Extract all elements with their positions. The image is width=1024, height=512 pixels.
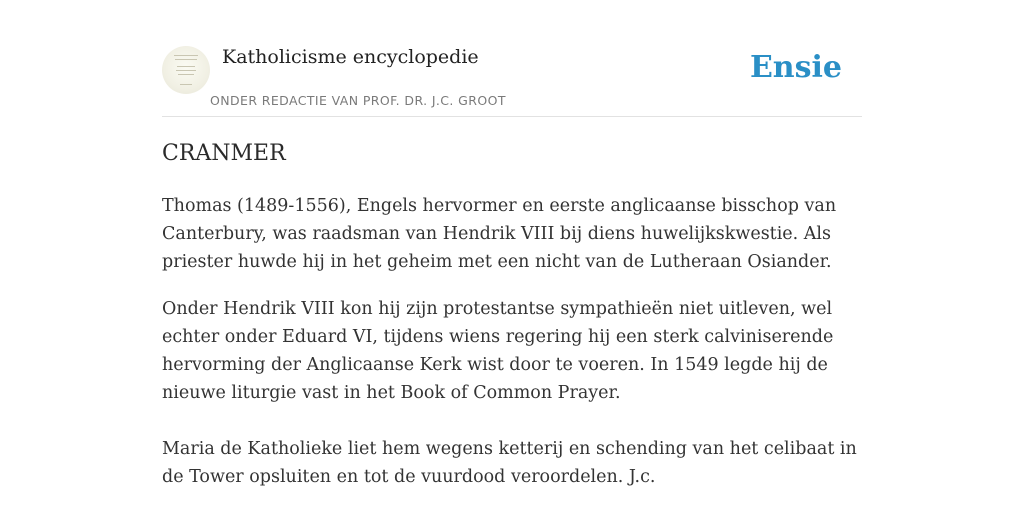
cover-line	[177, 66, 195, 67]
cover-line	[178, 74, 194, 75]
book-cover-image[interactable]	[162, 46, 210, 94]
entry-body	[162, 192, 862, 491]
entry-paragraph: Thomas (1489-1556), Engels hervormer en eerste anglicaanse bisschop van Canterbury, was raadsman van Hendrik VIII bij diens huwelijkskwestie. Als priester huwde hij in het geheim met een nicht van de Lutheraan Osiander.	[162, 196, 837, 272]
entry-paragraph: Onder Hendrik VIII kon hij zijn protestantse sympathieën niet uitleven, wel echter onder Eduard VI, tijdens wiens regering hij een sterk calviniserende hervorming der Anglicaanse Kerk wist door te voeren. In 1549 legde hij de nieuwe liturgie vast in het Book of Common Prayer.	[162, 299, 834, 403]
cover-line	[174, 55, 198, 56]
cover-line	[176, 70, 196, 71]
ensie-logo-link[interactable]: Ensie	[749, 50, 842, 85]
cover-line	[175, 59, 197, 60]
entry-title: CRANMER	[162, 141, 286, 166]
book-editor-subtitle: ONDER REDACTIE VAN PROF. DR. J.C. GROOT	[210, 93, 506, 108]
book-title-link[interactable]: Katholicisme encyclopedie	[222, 46, 479, 68]
book-header	[162, 40, 862, 117]
cover-line	[180, 84, 192, 85]
entry-paragraph: Maria de Katholieke liet hem wegens ketterij en schending van het celibaat in de Tower opsluiten en tot de vuurdood veroordelen. J.c.	[162, 439, 857, 487]
